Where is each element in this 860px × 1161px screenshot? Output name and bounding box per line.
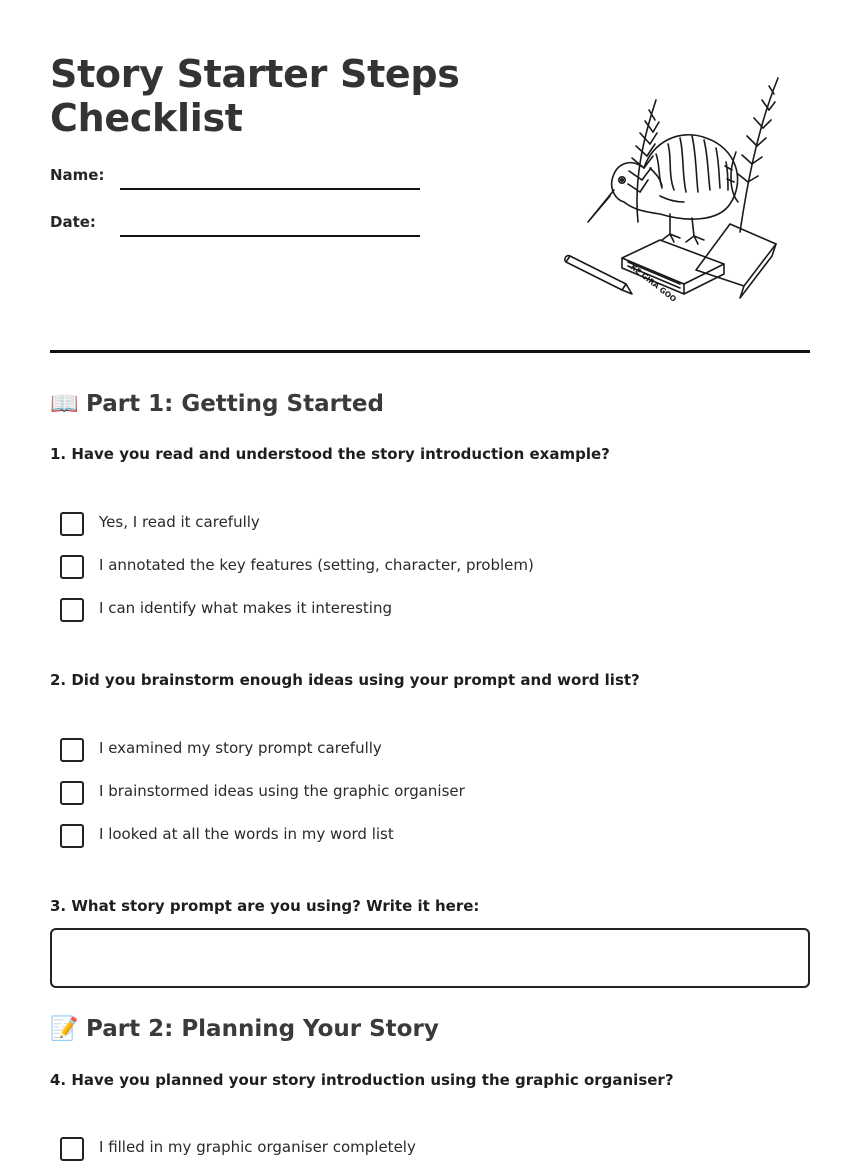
name-line[interactable] (120, 188, 420, 190)
option-label: I examined my story prompt carefully (99, 739, 382, 757)
header-divider (50, 350, 810, 353)
checkbox[interactable] (60, 555, 84, 579)
checkbox[interactable] (60, 781, 84, 805)
checkbox[interactable] (60, 824, 84, 848)
date-field[interactable] (50, 213, 420, 237)
option-label: I brainstormed ideas using the graphic organiser (99, 782, 465, 800)
title-line-2: Checklist (50, 96, 243, 140)
checkbox[interactable] (60, 1137, 84, 1161)
page-title (50, 52, 460, 140)
name-field[interactable] (50, 166, 420, 190)
question-3: 3. What story prompt are you using? Write it here: (50, 897, 480, 915)
part2-heading (50, 1015, 439, 1043)
kiwi-bird-icon (588, 135, 738, 244)
option-label: Yes, I read it carefully (99, 513, 260, 531)
option-label: I looked at all the words in my word list (99, 825, 394, 843)
option-label: I filled in my graphic organiser completely (99, 1138, 416, 1156)
checkbox[interactable] (60, 512, 84, 536)
part1-heading-text: Part 1: Getting Started (86, 391, 384, 417)
book-cover-text: KE GIRA GOO (628, 262, 679, 304)
kiwi-illustration (560, 72, 785, 307)
question-4: 4. Have you planned your story introduction using the graphic organiser? (50, 1071, 674, 1089)
option-label: I annotated the key features (setting, character, problem) (99, 556, 534, 574)
question-1: 1. Have you read and understood the story introduction example? (50, 445, 610, 463)
checkbox[interactable] (60, 738, 84, 762)
part2-heading-text: Part 2: Planning Your Story (86, 1016, 439, 1042)
title-line-1: Story Starter Steps (50, 52, 460, 96)
notebook-icon (696, 224, 776, 298)
checkbox[interactable] (60, 598, 84, 622)
left-fern-icon (628, 100, 659, 222)
name-label: Name: (50, 166, 105, 184)
right-fern-icon (725, 78, 778, 232)
open-book-icon: 📖 (50, 391, 79, 417)
option-label: I can identify what makes it interesting (99, 599, 392, 617)
date-line[interactable] (120, 235, 420, 237)
book-icon (622, 240, 724, 304)
memo-pencil-icon: 📝 (50, 1016, 79, 1042)
part1-heading (50, 390, 384, 418)
question-2: 2. Did you brainstorm enough ideas using your prompt and word list? (50, 671, 640, 689)
date-label: Date: (50, 213, 96, 231)
story-prompt-answer-box[interactable] (50, 928, 810, 988)
